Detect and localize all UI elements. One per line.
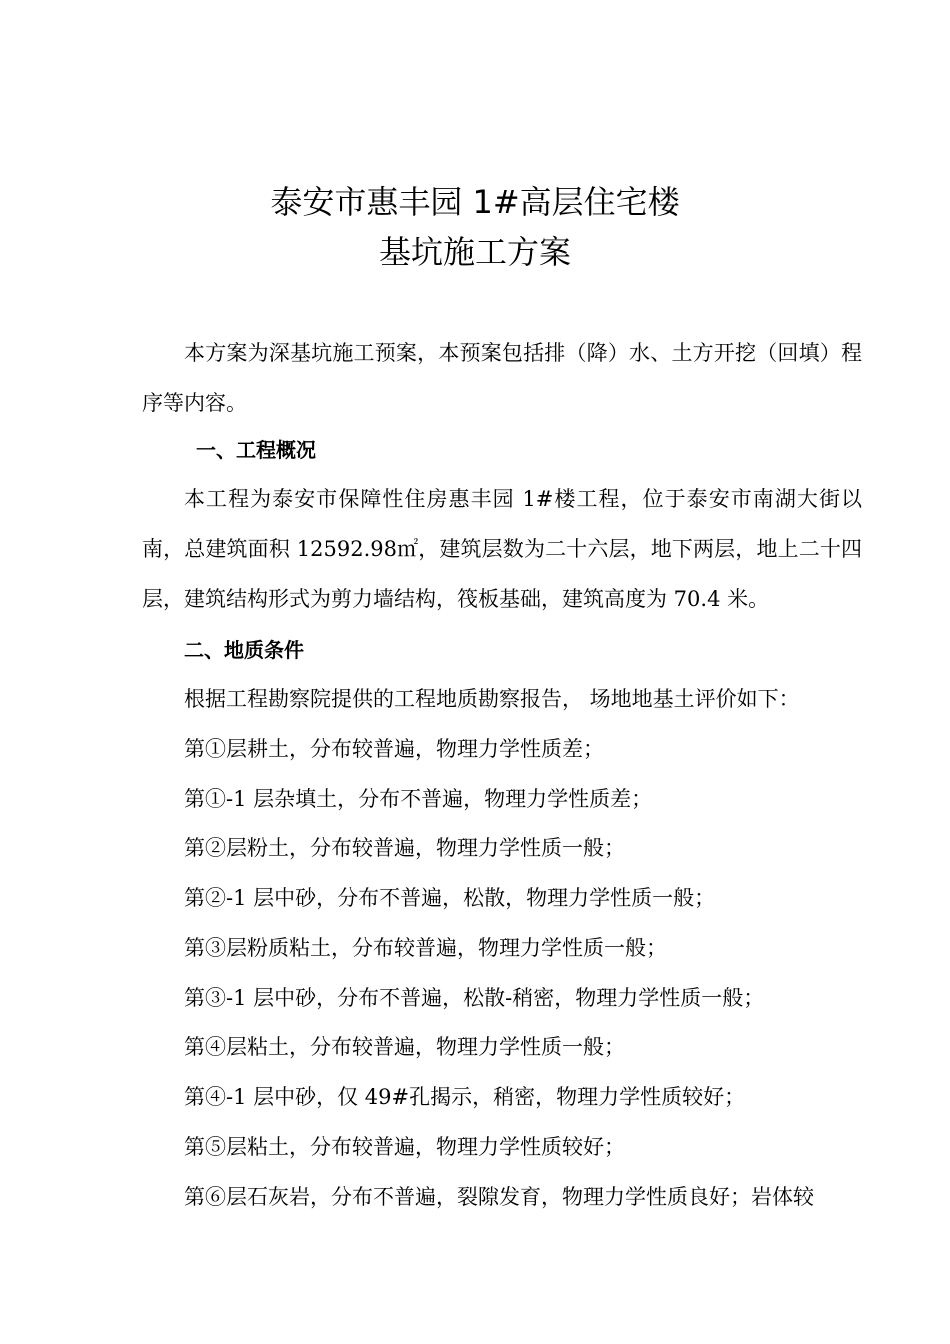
intro-paragraph: 本方案为深基坑施工预案，本预案包括排（降）水、土方开挖（回填）程序等内容。 bbox=[142, 341, 862, 415]
soil-layer-line: 第④层粘土，分布较普遍，物理力学性质一般； bbox=[184, 1035, 625, 1059]
document-title-line-2: 基坑施工方案 bbox=[378, 233, 571, 271]
section-2-heading: 二、地质条件 bbox=[184, 638, 304, 662]
soil-layer-line: 第⑤层粘土，分布较普遍，物理力学性质较好； bbox=[184, 1135, 625, 1159]
soil-layer-line: 第①层耕土，分布较普遍，物理力学性质差； bbox=[184, 737, 604, 761]
soil-layer-line: 第②层粉土，分布较普遍，物理力学性质一般； bbox=[184, 836, 625, 860]
soil-layer-line: 第③-1 层中砂，分布不普遍，松散-稍密，物理力学性质一般； bbox=[184, 986, 765, 1010]
soil-layer-line: 第⑥层石灰岩，分布不普遍，裂隙发育，物理力学性质良好；岩体较 bbox=[184, 1185, 814, 1209]
geology-intro-line: 根据工程勘察院提供的工程地质勘察报告， 场地地基土评价如下： bbox=[184, 687, 800, 711]
soil-layer-line: 第④-1 层中砂，仅 49#孔揭示，稍密，物理力学性质较好； bbox=[184, 1085, 746, 1109]
section-1-heading: 一、工程概况 bbox=[196, 438, 316, 462]
document-title-line-1: 泰安市惠丰园 1#高层住宅楼 bbox=[270, 183, 680, 221]
soil-layer-line: 第③层粉质粘土，分布较普遍，物理力学性质一般； bbox=[184, 936, 667, 960]
section-1-paragraph: 本工程为泰安市保障性住房惠丰园 1#楼工程，位于泰安市南湖大街以南，总建筑面积 12592.98㎡，建筑层数为二十六层，地下两层，地上二十四层，建筑结构形式为剪力墙结构，筏板基础，建筑高度为 70.4 米。 bbox=[142, 487, 862, 611]
soil-layer-line: 第②-1 层中砂，分布不普遍，松散，物理力学性质一般； bbox=[184, 886, 716, 910]
soil-layer-line: 第①-1 层杂填土，分布不普遍，物理力学性质差； bbox=[184, 787, 653, 811]
